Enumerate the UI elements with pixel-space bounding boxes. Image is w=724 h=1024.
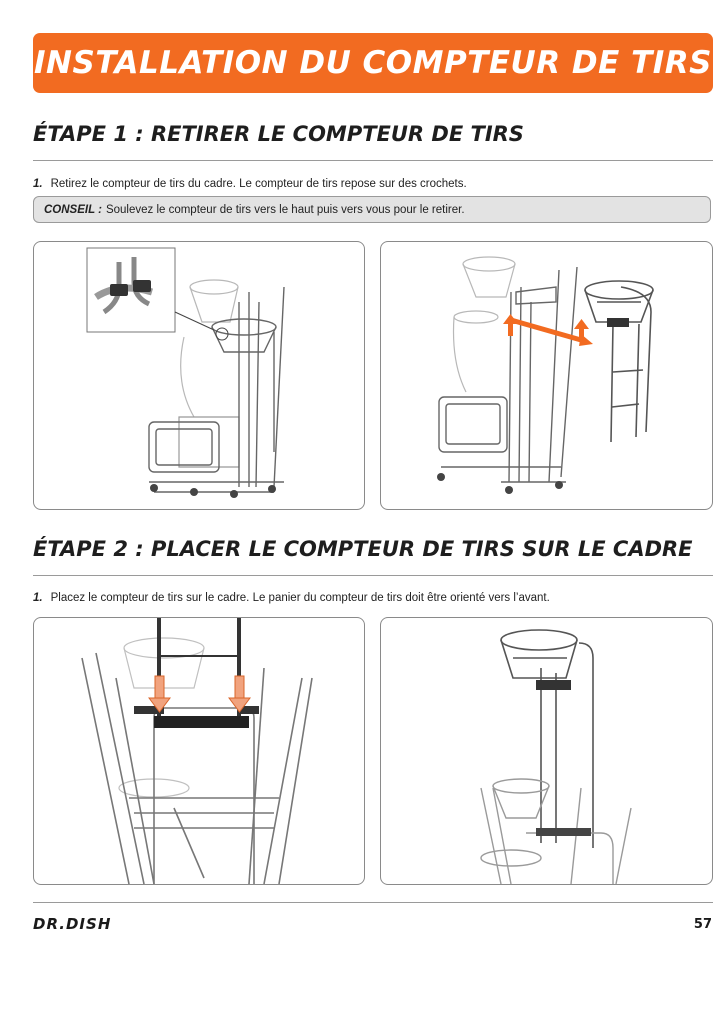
step1-text: Retirez le compteur de tirs du cadre. Le compteur de tirs repose sur des crochets.: [50, 178, 467, 190]
footer-divider: [33, 902, 713, 903]
brand-logo: DR.DISH: [33, 915, 112, 933]
shot-counter-on-frame-illustration: [34, 242, 364, 509]
step1-illustration-before: [33, 241, 365, 510]
placing-shot-counter-illustration: [34, 618, 364, 884]
tip-text: Soulevez le compteur de tirs vers le haut puis vers vous pour le retirer.: [105, 203, 465, 216]
shot-counter-removed-illustration: [381, 242, 712, 509]
step2-text: Placez le compteur de tirs sur le cadre. Le panier du compteur de tirs doit être orienté vers l’avant.: [50, 592, 550, 604]
step2-illustration-placing: [33, 617, 365, 885]
step1-number: 1.: [33, 178, 43, 190]
installed-shot-counter-illustration: [381, 618, 712, 884]
tip-label: CONSEIL :: [44, 203, 102, 216]
step1-illustration-after: [380, 241, 713, 510]
tip-box: [33, 196, 711, 223]
page-number: 57: [693, 917, 712, 932]
step2-heading: ÉTAPE 2 : PLACER LE COMPTEUR DE TIRS SUR LE CADRE: [33, 537, 693, 561]
step2-illustration-installed: [380, 617, 713, 885]
step2-instruction: [33, 592, 550, 604]
step1-divider: [33, 160, 713, 161]
title-banner: [33, 33, 713, 93]
step1-instruction: [33, 178, 467, 190]
step2-number: 1.: [33, 592, 43, 604]
page-title: INSTALLATION DU COMPTEUR DE TIRS: [34, 45, 712, 81]
step2-divider: [33, 575, 713, 576]
step1-heading: ÉTAPE 1 : RETIRER LE COMPTEUR DE TIRS: [33, 122, 524, 146]
